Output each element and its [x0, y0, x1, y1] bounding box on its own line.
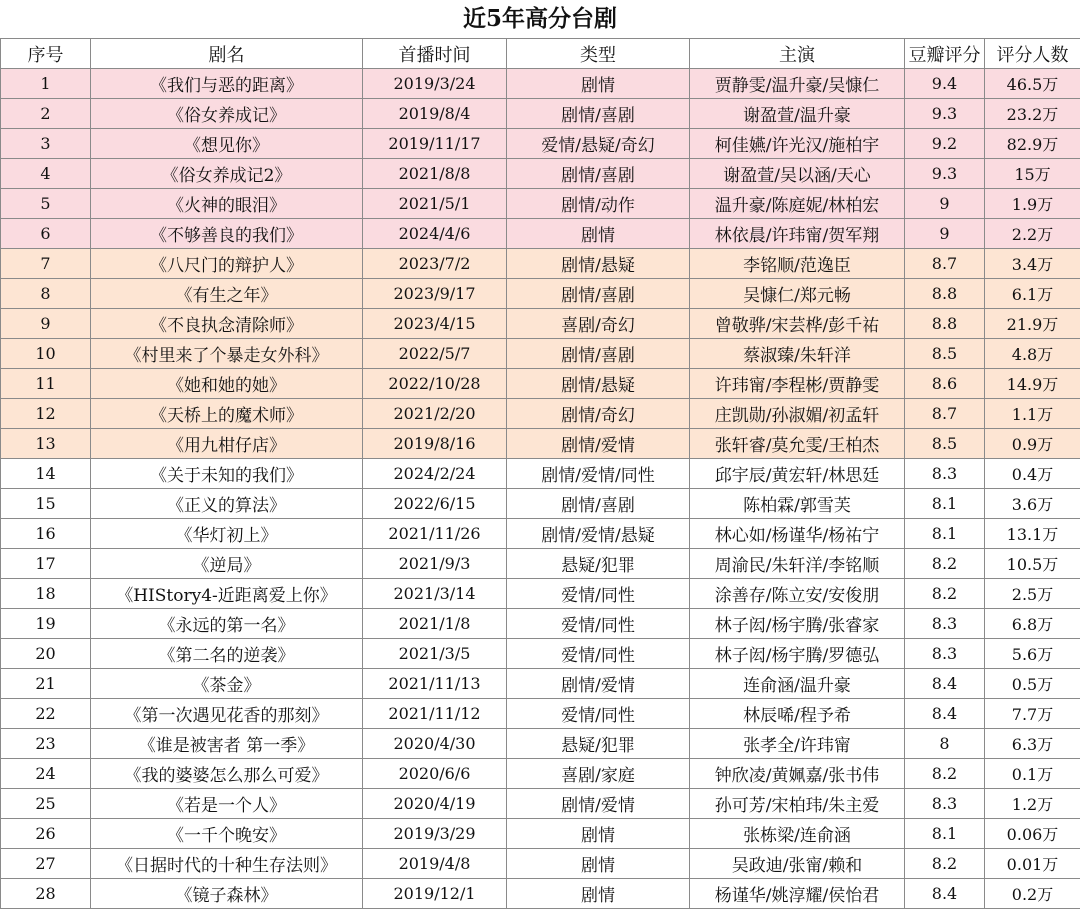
cell-count: 14.9万	[985, 369, 1080, 399]
cell-name: 《茶金》	[91, 669, 363, 699]
cell-date: 2021/2/20	[363, 399, 507, 429]
cell-cast: 张栋梁/连俞涵	[690, 819, 905, 849]
cell-count: 2.2万	[985, 219, 1080, 249]
cell-genre: 剧情	[507, 819, 690, 849]
cell-genre: 剧情/喜剧	[507, 159, 690, 189]
cell-no: 14	[1, 459, 91, 489]
table-row	[1, 729, 1080, 759]
cell-cast: 周渝民/朱轩洋/李铭顺	[690, 549, 905, 579]
cell-date: 2022/10/28	[363, 369, 507, 399]
cell-date: 2021/11/12	[363, 699, 507, 729]
cell-no: 10	[1, 339, 91, 369]
cell-genre: 爱情/同性	[507, 579, 690, 609]
table-row	[1, 369, 1080, 399]
cell-name: 《关于未知的我们》	[91, 459, 363, 489]
cell-score: 8.2	[905, 759, 985, 789]
cell-score: 8.6	[905, 369, 985, 399]
cell-genre: 剧情/喜剧	[507, 279, 690, 309]
table-row	[1, 249, 1080, 279]
cell-count: 0.2万	[985, 879, 1080, 909]
cell-cast: 温升豪/陈庭妮/林柏宏	[690, 189, 905, 219]
cell-no: 18	[1, 579, 91, 609]
cell-name: 《若是一个人》	[91, 789, 363, 819]
cell-no: 1	[1, 69, 91, 99]
cell-cast: 林子闳/杨宇腾/张睿家	[690, 609, 905, 639]
cell-date: 2021/11/26	[363, 519, 507, 549]
cell-no: 3	[1, 129, 91, 159]
cell-no: 9	[1, 309, 91, 339]
cell-genre: 剧情/爱情	[507, 669, 690, 699]
cell-count: 1.1万	[985, 399, 1080, 429]
header-cell-genre: 类型	[507, 39, 690, 69]
cell-cast: 吴慷仁/郑元畅	[690, 279, 905, 309]
table-row	[1, 699, 1080, 729]
cell-no: 16	[1, 519, 91, 549]
cell-name: 《永远的第一名》	[91, 609, 363, 639]
cell-score: 8.7	[905, 249, 985, 279]
cell-genre: 爱情/同性	[507, 699, 690, 729]
cell-genre: 剧情	[507, 879, 690, 909]
cell-count: 7.7万	[985, 699, 1080, 729]
table-row	[1, 519, 1080, 549]
cell-no: 23	[1, 729, 91, 759]
header-cell-date: 首播时间	[363, 39, 507, 69]
cell-cast: 连俞涵/温升豪	[690, 669, 905, 699]
cell-no: 27	[1, 849, 91, 879]
cell-name: 《第二名的逆袭》	[91, 639, 363, 669]
header-cell-no: 序号	[1, 39, 91, 69]
cell-cast: 吴政迪/张甯/赖和	[690, 849, 905, 879]
cell-score: 8.2	[905, 849, 985, 879]
cell-genre: 爱情/悬疑/奇幻	[507, 129, 690, 159]
cell-date: 2021/11/13	[363, 669, 507, 699]
cell-count: 0.4万	[985, 459, 1080, 489]
cell-name: 《想见你》	[91, 129, 363, 159]
cell-genre: 剧情/喜剧	[507, 489, 690, 519]
cell-no: 7	[1, 249, 91, 279]
cell-count: 21.9万	[985, 309, 1080, 339]
cell-name: 《八尺门的辩护人》	[91, 249, 363, 279]
cell-name: 《镜子森林》	[91, 879, 363, 909]
cell-count: 3.4万	[985, 249, 1080, 279]
cell-no: 22	[1, 699, 91, 729]
cell-name: 《日据时代的十种生存法则》	[91, 849, 363, 879]
cell-count: 6.3万	[985, 729, 1080, 759]
cell-score: 8.4	[905, 699, 985, 729]
cell-name: 《她和她的她》	[91, 369, 363, 399]
cell-score: 8.3	[905, 789, 985, 819]
cell-no: 26	[1, 819, 91, 849]
cell-cast: 陈柏霖/郭雪芙	[690, 489, 905, 519]
cell-name: 《用九柑仔店》	[91, 429, 363, 459]
table-body	[1, 69, 1080, 909]
cell-cast: 孙可芳/宋柏玮/朱主爱	[690, 789, 905, 819]
cell-name: 《不良执念清除师》	[91, 309, 363, 339]
cell-genre: 剧情	[507, 219, 690, 249]
cell-no: 13	[1, 429, 91, 459]
cell-no: 24	[1, 759, 91, 789]
cell-genre: 剧情/爱情	[507, 429, 690, 459]
cell-cast: 林心如/杨谨华/杨祐宁	[690, 519, 905, 549]
cell-date: 2019/3/24	[363, 69, 507, 99]
cell-date: 2021/1/8	[363, 609, 507, 639]
cell-score: 8.4	[905, 669, 985, 699]
cell-score: 8.7	[905, 399, 985, 429]
cell-count: 5.6万	[985, 639, 1080, 669]
cell-score: 9.3	[905, 99, 985, 129]
cell-date: 2019/4/8	[363, 849, 507, 879]
cell-count: 3.6万	[985, 489, 1080, 519]
cell-cast: 杨谨华/姚淳耀/侯怡君	[690, 879, 905, 909]
cell-score: 9	[905, 189, 985, 219]
cell-cast: 钟欣凌/黄姵嘉/张书伟	[690, 759, 905, 789]
cell-cast: 林辰唏/程予希	[690, 699, 905, 729]
table-row	[1, 399, 1080, 429]
table-row	[1, 849, 1080, 879]
cell-date: 2024/2/24	[363, 459, 507, 489]
cell-genre: 悬疑/犯罪	[507, 549, 690, 579]
cell-genre: 爱情/同性	[507, 609, 690, 639]
cell-name: 《有生之年》	[91, 279, 363, 309]
cell-name: 《村里来了个暴走女外科》	[91, 339, 363, 369]
cell-genre: 剧情/爱情/同性	[507, 459, 690, 489]
header-cell-count: 评分人数	[985, 39, 1080, 69]
cell-count: 0.1万	[985, 759, 1080, 789]
cell-score: 9.2	[905, 129, 985, 159]
cell-name: 《我们与恶的距离》	[91, 69, 363, 99]
cell-name: 《俗女养成记2》	[91, 159, 363, 189]
table-row	[1, 189, 1080, 219]
cell-score: 8.1	[905, 519, 985, 549]
cell-score: 9	[905, 219, 985, 249]
table-row	[1, 129, 1080, 159]
cell-genre: 剧情/动作	[507, 189, 690, 219]
header-cell-score: 豆瓣评分	[905, 39, 985, 69]
cell-genre: 剧情	[507, 849, 690, 879]
cell-date: 2020/4/19	[363, 789, 507, 819]
table-row	[1, 789, 1080, 819]
cell-count: 6.8万	[985, 609, 1080, 639]
cell-no: 12	[1, 399, 91, 429]
cell-no: 17	[1, 549, 91, 579]
cell-count: 1.2万	[985, 789, 1080, 819]
cell-name: 《天桥上的魔术师》	[91, 399, 363, 429]
cell-score: 8	[905, 729, 985, 759]
cell-genre: 剧情/喜剧	[507, 339, 690, 369]
cell-cast: 谢盈萱/吴以涵/天心	[690, 159, 905, 189]
header-row	[1, 39, 1080, 69]
cell-name: 《HIStory4-近距离爱上你》	[91, 579, 363, 609]
cell-cast: 李铭顺/范逸臣	[690, 249, 905, 279]
cell-name: 《谁是被害者 第一季》	[91, 729, 363, 759]
cell-cast: 许玮甯/李程彬/贾静雯	[690, 369, 905, 399]
cell-cast: 谢盈萱/温升豪	[690, 99, 905, 129]
table-row	[1, 579, 1080, 609]
cell-count: 13.1万	[985, 519, 1080, 549]
header-cell-name: 剧名	[91, 39, 363, 69]
cell-date: 2020/4/30	[363, 729, 507, 759]
cell-genre: 剧情/爱情/悬疑	[507, 519, 690, 549]
cell-genre: 剧情	[507, 69, 690, 99]
cell-name: 《我的婆婆怎么那么可爱》	[91, 759, 363, 789]
cell-cast: 林依晨/许玮甯/贺军翔	[690, 219, 905, 249]
cell-genre: 喜剧/家庭	[507, 759, 690, 789]
cell-score: 9.3	[905, 159, 985, 189]
cell-genre: 喜剧/奇幻	[507, 309, 690, 339]
cell-date: 2021/8/8	[363, 159, 507, 189]
cell-cast: 张轩睿/莫允雯/王柏杰	[690, 429, 905, 459]
cell-date: 2024/4/6	[363, 219, 507, 249]
drama-table	[0, 38, 1080, 909]
cell-count: 46.5万	[985, 69, 1080, 99]
cell-date: 2019/11/17	[363, 129, 507, 159]
cell-count: 6.1万	[985, 279, 1080, 309]
table-row	[1, 639, 1080, 669]
cell-date: 2023/7/2	[363, 249, 507, 279]
table-row	[1, 609, 1080, 639]
cell-genre: 剧情/喜剧	[507, 99, 690, 129]
cell-date: 2023/4/15	[363, 309, 507, 339]
cell-date: 2019/12/1	[363, 879, 507, 909]
cell-date: 2022/5/7	[363, 339, 507, 369]
table-row	[1, 69, 1080, 99]
cell-date: 2023/9/17	[363, 279, 507, 309]
cell-count: 0.9万	[985, 429, 1080, 459]
cell-score: 8.5	[905, 429, 985, 459]
cell-score: 8.3	[905, 609, 985, 639]
cell-count: 0.06万	[985, 819, 1080, 849]
table-row	[1, 309, 1080, 339]
cell-count: 2.5万	[985, 579, 1080, 609]
cell-score: 8.1	[905, 489, 985, 519]
cell-no: 15	[1, 489, 91, 519]
cell-count: 0.5万	[985, 669, 1080, 699]
cell-cast: 涂善存/陈立安/安俊朋	[690, 579, 905, 609]
cell-genre: 剧情/悬疑	[507, 249, 690, 279]
cell-no: 25	[1, 789, 91, 819]
cell-no: 8	[1, 279, 91, 309]
cell-genre: 剧情/爱情	[507, 789, 690, 819]
cell-genre: 剧情/悬疑	[507, 369, 690, 399]
cell-score: 8.3	[905, 639, 985, 669]
cell-score: 9.4	[905, 69, 985, 99]
header-cell-cast: 主演	[690, 39, 905, 69]
cell-score: 8.8	[905, 309, 985, 339]
table-row	[1, 669, 1080, 699]
cell-score: 8.5	[905, 339, 985, 369]
cell-name: 《火神的眼泪》	[91, 189, 363, 219]
table-row	[1, 99, 1080, 129]
table-title: 近5年高分台剧	[0, 0, 1080, 39]
cell-cast: 张孝全/许玮甯	[690, 729, 905, 759]
cell-date: 2021/3/14	[363, 579, 507, 609]
cell-count: 0.01万	[985, 849, 1080, 879]
cell-no: 2	[1, 99, 91, 129]
table-row	[1, 489, 1080, 519]
cell-genre: 剧情/奇幻	[507, 399, 690, 429]
cell-score: 8.2	[905, 579, 985, 609]
cell-date: 2019/3/29	[363, 819, 507, 849]
table-row	[1, 339, 1080, 369]
cell-no: 11	[1, 369, 91, 399]
cell-date: 2020/6/6	[363, 759, 507, 789]
cell-date: 2021/9/3	[363, 549, 507, 579]
cell-no: 20	[1, 639, 91, 669]
table-row	[1, 159, 1080, 189]
cell-count: 1.9万	[985, 189, 1080, 219]
cell-cast: 林子闳/杨宇腾/罗德弘	[690, 639, 905, 669]
cell-count: 4.8万	[985, 339, 1080, 369]
cell-no: 5	[1, 189, 91, 219]
cell-name: 《逆局》	[91, 549, 363, 579]
cell-name: 《正义的算法》	[91, 489, 363, 519]
cell-count: 15万	[985, 159, 1080, 189]
cell-no: 21	[1, 669, 91, 699]
cell-score: 8.4	[905, 879, 985, 909]
cell-no: 6	[1, 219, 91, 249]
cell-cast: 柯佳嬿/许光汉/施柏宇	[690, 129, 905, 159]
cell-genre: 悬疑/犯罪	[507, 729, 690, 759]
cell-count: 23.2万	[985, 99, 1080, 129]
cell-no: 4	[1, 159, 91, 189]
cell-cast: 蔡淑臻/朱轩洋	[690, 339, 905, 369]
table-row	[1, 219, 1080, 249]
cell-score: 8.2	[905, 549, 985, 579]
cell-score: 8.3	[905, 459, 985, 489]
cell-date: 2021/3/5	[363, 639, 507, 669]
table-row	[1, 759, 1080, 789]
cell-name: 《俗女养成记》	[91, 99, 363, 129]
cell-no: 28	[1, 879, 91, 909]
cell-name: 《不够善良的我们》	[91, 219, 363, 249]
cell-no: 19	[1, 609, 91, 639]
cell-date: 2019/8/4	[363, 99, 507, 129]
cell-date: 2021/5/1	[363, 189, 507, 219]
cell-score: 8.8	[905, 279, 985, 309]
cell-name: 《一千个晚安》	[91, 819, 363, 849]
cell-score: 8.1	[905, 819, 985, 849]
cell-cast: 庄凯勋/孙淑媚/初孟轩	[690, 399, 905, 429]
cell-name: 《第一次遇见花香的那刻》	[91, 699, 363, 729]
cell-count: 82.9万	[985, 129, 1080, 159]
cell-cast: 贾静雯/温升豪/吴慷仁	[690, 69, 905, 99]
cell-cast: 邱宇辰/黄宏轩/林思廷	[690, 459, 905, 489]
table-row	[1, 819, 1080, 849]
cell-genre: 爱情/同性	[507, 639, 690, 669]
cell-date: 2019/8/16	[363, 429, 507, 459]
cell-date: 2022/6/15	[363, 489, 507, 519]
table-row	[1, 279, 1080, 309]
cell-cast: 曾敬骅/宋芸桦/彭千祐	[690, 309, 905, 339]
cell-count: 10.5万	[985, 549, 1080, 579]
table-row	[1, 459, 1080, 489]
table-row	[1, 429, 1080, 459]
cell-name: 《华灯初上》	[91, 519, 363, 549]
table-row	[1, 549, 1080, 579]
